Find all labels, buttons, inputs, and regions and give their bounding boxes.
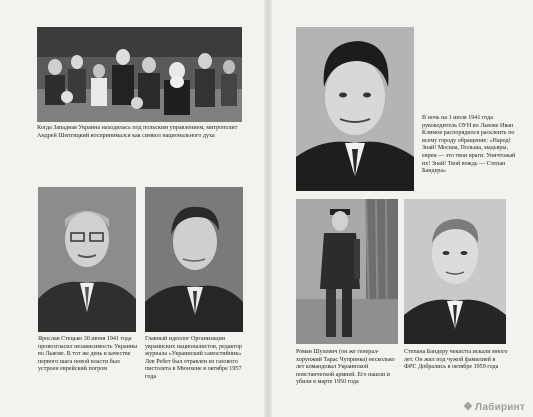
caption-bandera: Степана Бандеру чекисты искали много лет. Он жил под чужой фамилией в ФРГ. Добрались в октябре 1959 года [404, 349, 508, 371]
portrait-stetsko [38, 187, 136, 332]
caption-rebet: Главный идеолог Организации украинских националистов, редактор журнала «Украинский самостийник» Лев Ребет был отравлен из газового пистолета в Мюнхене в октябре 1957 года [145, 336, 242, 380]
page-gutter [264, 0, 272, 417]
labirint-watermark [463, 400, 525, 413]
portrait-bandera [404, 199, 506, 344]
watermark-label: Лабиринт [475, 402, 525, 413]
caption-stetsko: Ярослав Стецько 30 июня 1941 года провозгласил независимость Украины во Львове. В тот же день в качестве первого шага новой власти был устроен еврейский погром [38, 336, 138, 373]
portrait-klimov [296, 27, 414, 191]
labirint-logo-icon: ❖ [462, 401, 474, 413]
caption-klimov: В ночь на 1 июля 1941 года руководитель ОУН во Львове Иван Климов распорядился расклеить по всему городу обращение: «Народ! Знай! Москва, Польша, мадьяры, евреи — это твои враги. Уничтожай их! Знай! Твой вождь — Степан Бандера» [422, 115, 516, 175]
portrait-rebet [145, 187, 243, 332]
group-photo-sheptytsky [37, 27, 242, 122]
caption-shukhevych: Роман Шухевич (он же генерал-хорунжий Тарас Чупринка) несколько лет командовал Украинской повстанческой армией. Его нашли и убили в марте 1950 года [296, 349, 395, 386]
caption-sheptytsky: Когда Западная Украина находилась под польским управлением, митрополит Андрей Шептицкий воспринимался как символ национального духа [37, 125, 238, 139]
photo-shukhevych [296, 199, 398, 344]
